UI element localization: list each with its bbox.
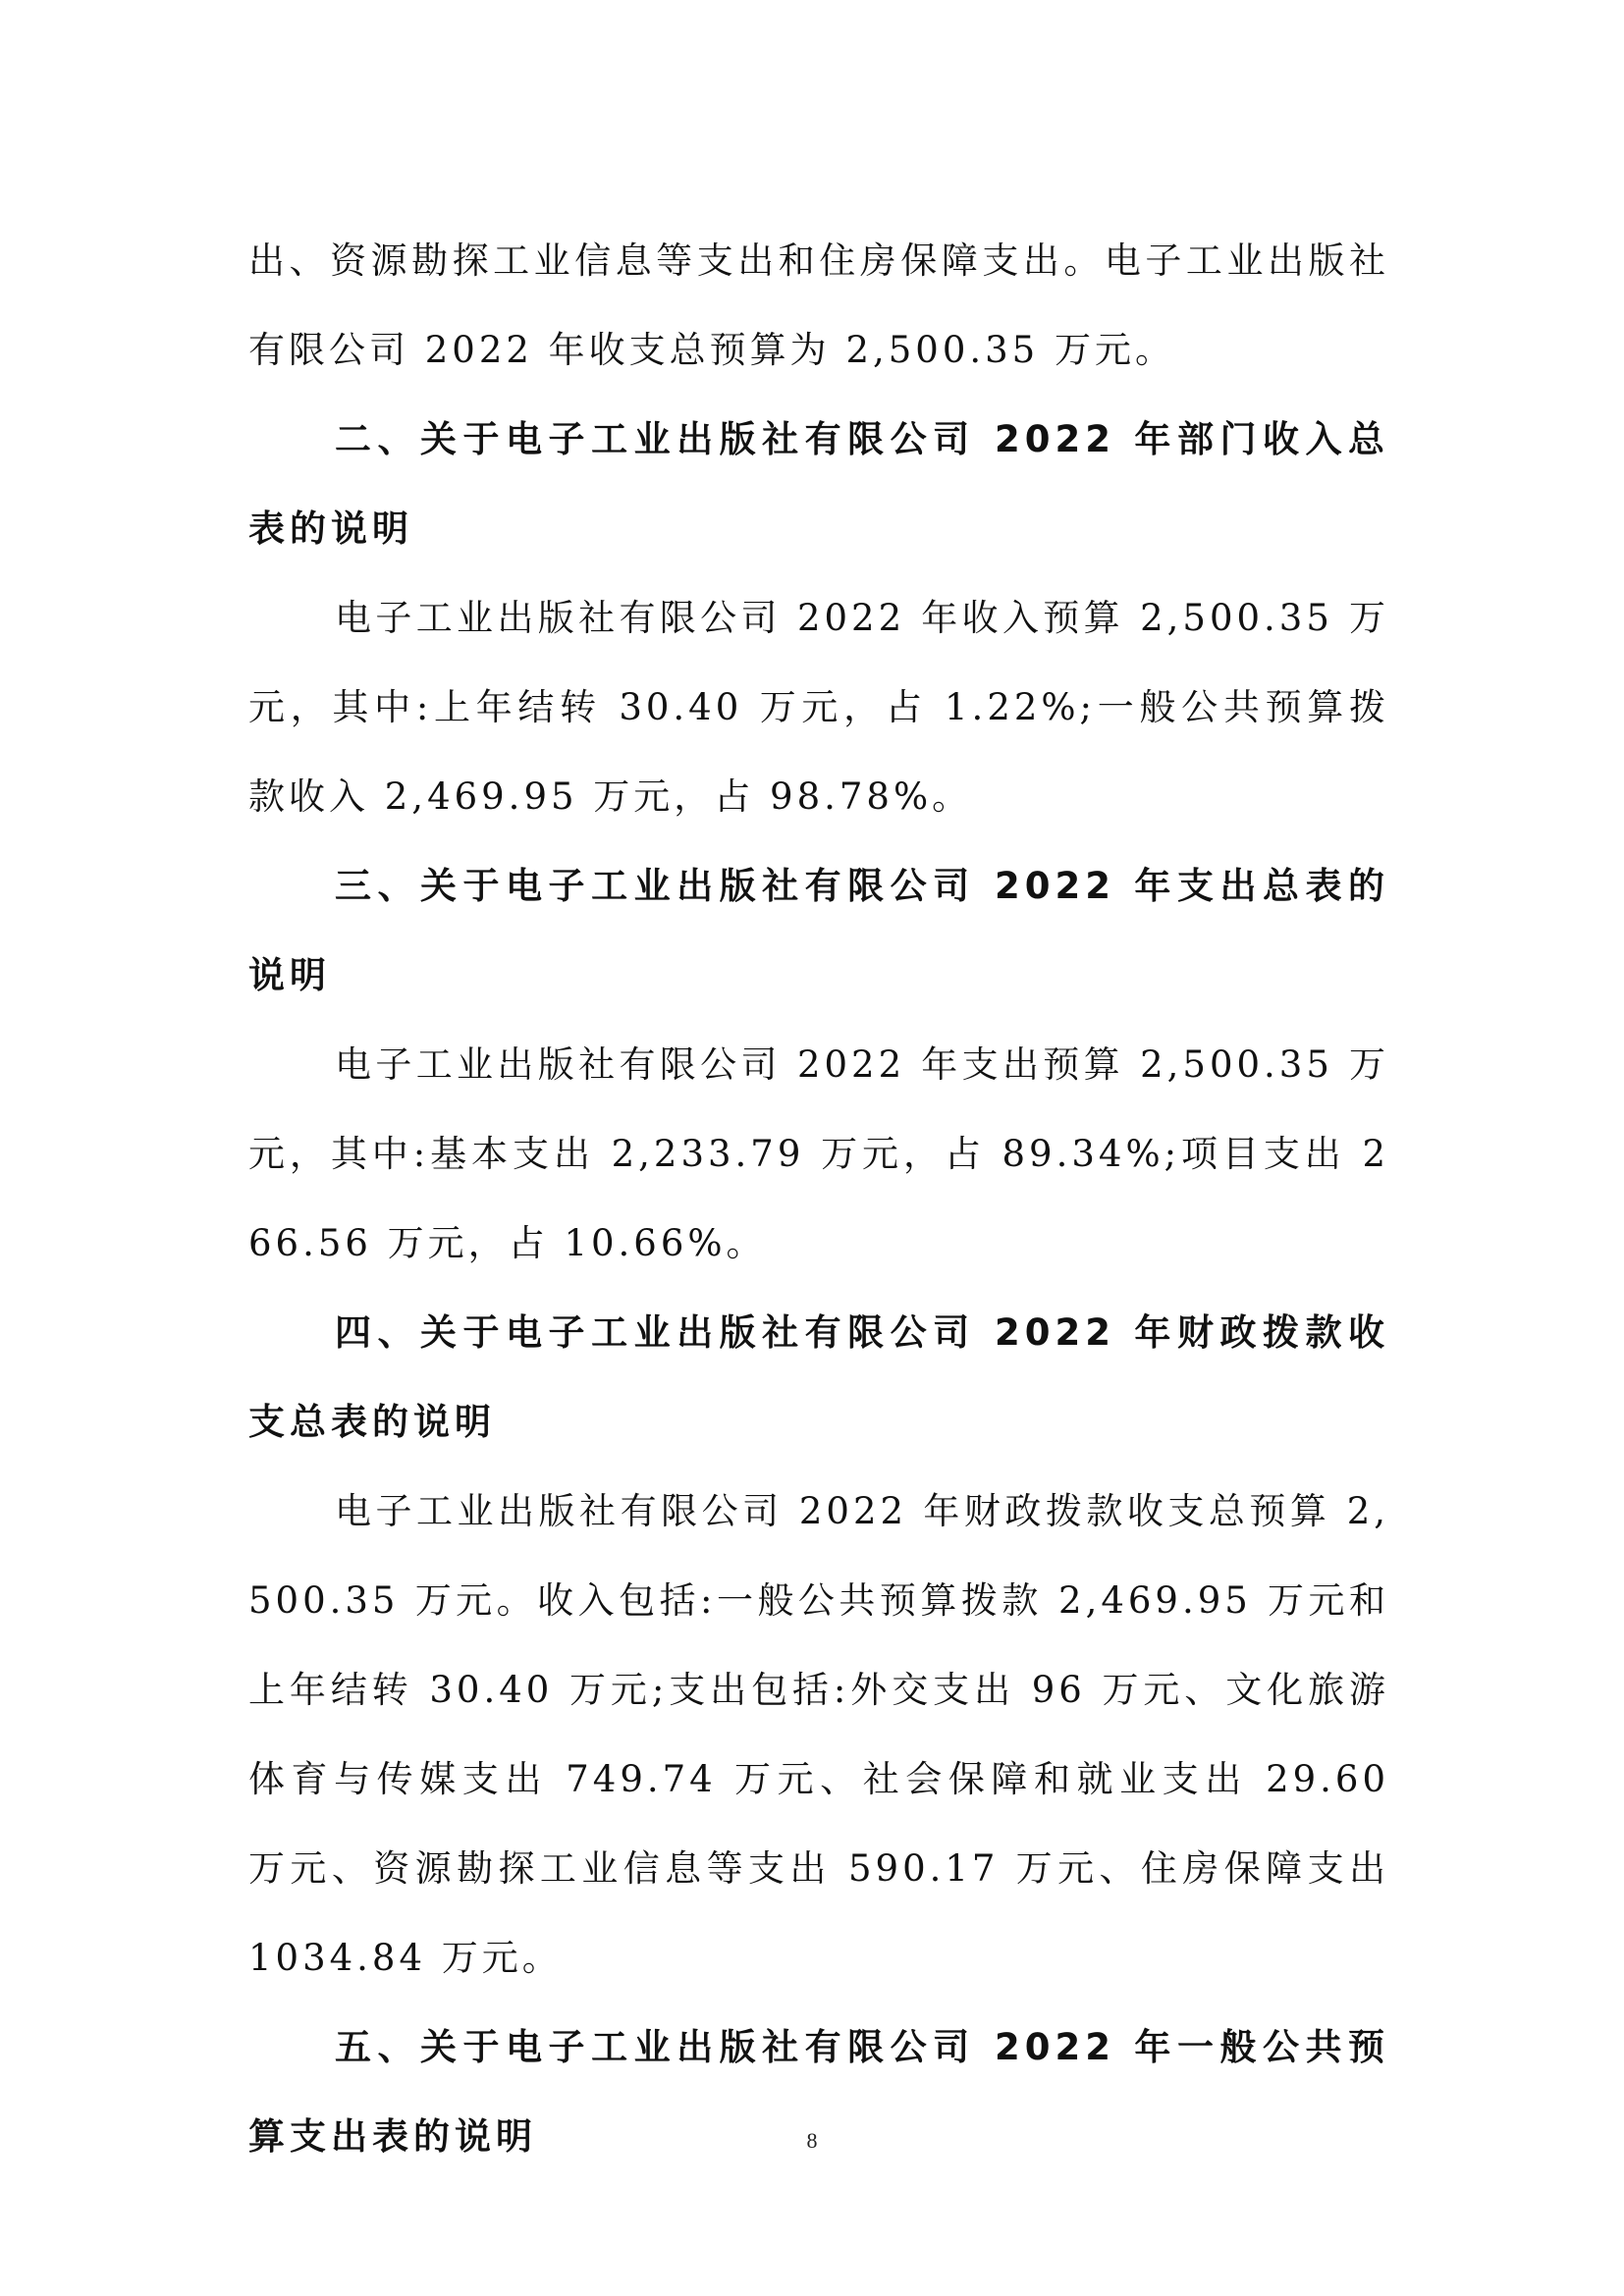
section-heading-5: 五、关于电子工业出版社有限公司 2022 年一般公共预算支出表的说明 [248, 2026, 1389, 2158]
section-heading-3: 三、关于电子工业出版社有限公司 2022 年支出总表的说明 [248, 865, 1389, 996]
document-page [248, 216, 1389, 2181]
section-heading-4: 四、关于电子工业出版社有限公司 2022 年财政拨款收支总表的说明 [248, 1311, 1389, 1443]
section-body-4: 电子工业出版社有限公司 2022 年财政拨款收支总预算 2,500.35 万元。收入包括:一般公共预算拨款 2,469.95 万元和上年结转 30.40 万元;支出包括:外交支出 96 万元、文化旅游体育与传媒支出 749.74 万元、社会保障和就业支出 29.60 万元、资源勘探工业信息等支出 590.17 万元、住房保障支出 1034.84 万元。 [248, 1490, 1389, 1979]
section-body-2: 电子工业出版社有限公司 2022 年收入预算 2,500.35 万元，其中:上年结转 30.40 万元，占 1.22%;一般公共预算拨款收入 2,469.95 万元，占 98.78%。 [248, 597, 1389, 818]
paragraph-continued: 出、资源勘探工业信息等支出和住房保障支出。电子工业出版社有限公司 2022 年收支总预算为 2,500.35 万元。 [248, 240, 1389, 371]
section-body-3: 电子工业出版社有限公司 2022 年支出预算 2,500.35 万元，其中:基本支出 2,233.79 万元，占 89.34%;项目支出 266.56 万元，占 10.66%。 [248, 1043, 1389, 1264]
section-heading-2: 二、关于电子工业出版社有限公司 2022 年部门收入总表的说明 [248, 418, 1389, 550]
page-number: 8 [806, 2128, 818, 2153]
